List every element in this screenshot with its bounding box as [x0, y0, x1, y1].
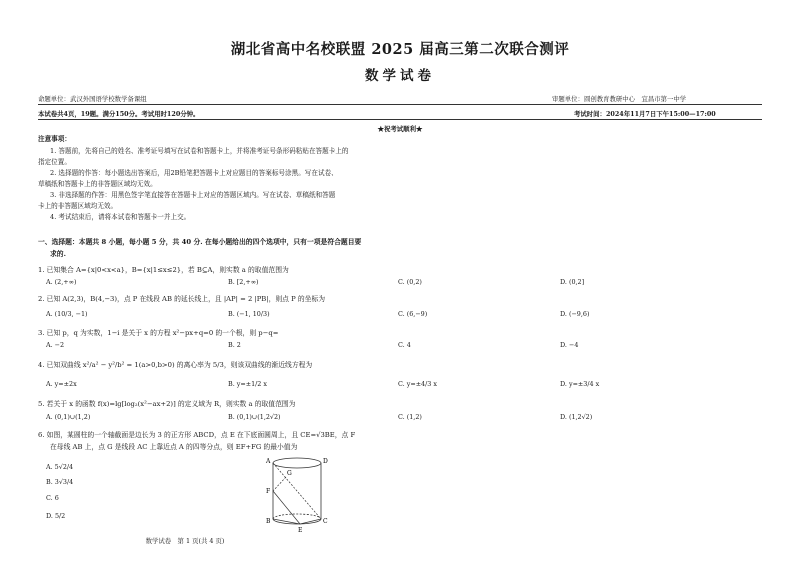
- q2-option-d: D. (−9,6): [560, 310, 590, 318]
- section-heading-cont: 求的.: [50, 250, 66, 258]
- reviewer-text: 审题单位：圆创教育教研中心 宜昌市第一中学: [552, 95, 687, 103]
- q3-option-c: C. 4: [398, 341, 411, 349]
- q1-option-d: D. (0,2]: [560, 278, 585, 286]
- cylinder-figure: [262, 455, 332, 535]
- proposer-text: 命题单位：武汉外国语学校数学备课组: [38, 95, 147, 103]
- notice-item: 4. 考试结束后，请将本试卷和答题卡一并上交。: [50, 213, 191, 221]
- section-heading: 一、选择题：本题共 8 小题，每小题 5 分，共 40 分. 在每小题给出的四个选项中，只有一项是符合题目要: [38, 238, 362, 246]
- q3-option-b: B. 2: [228, 341, 241, 349]
- notice-item: 草稿纸和答题卡上的非答题区域均无效。: [38, 180, 157, 188]
- q1-option-b: B. [2,+∞): [228, 278, 259, 286]
- notice-item: 3. 非选择题的作答：用黑色签字笔直接答在答题卡上对应的答题区域内。写在试卷、草稿纸和答题: [50, 191, 336, 199]
- q4-option-c: C. y=±4/3 x: [398, 380, 437, 388]
- q3-option-d: D. −4: [560, 341, 579, 349]
- q5-option-c: C. (1,2): [398, 413, 422, 421]
- q4-option-a: A. y=±2x: [46, 380, 77, 388]
- label-a: A: [266, 458, 271, 465]
- q2-option-b: B. (−1, 10/3): [228, 310, 270, 318]
- question-3-stem: 3. 已知 p，q 为实数，1−i 是关于 x 的方程 x²−px+q=0 的一个根，则 p−q=: [38, 329, 279, 337]
- exam-subtitle: 数学试卷: [365, 68, 435, 84]
- info-rule: [38, 119, 762, 120]
- q5-option-d: D. (1,2√2): [560, 413, 593, 421]
- q2-option-c: C. (6,−9): [398, 310, 428, 318]
- exam-time: 考试时间：2024年11月7日下午15:00—17:00: [574, 110, 716, 118]
- notice-item: 指定位置。: [38, 158, 71, 166]
- q1-option-a: A. (2,+∞): [46, 278, 77, 286]
- q3-option-a: A. −2: [46, 341, 65, 349]
- q6-option-a: A. 5√2/4: [46, 463, 74, 471]
- label-e: E: [298, 527, 303, 534]
- question-5-stem: 5. 若关于 x 的函数 f(x)=lg[log₂(x²−ax+2)] 的定义域为 R，则实数 a 的取值范围为: [38, 400, 296, 408]
- question-6-stem: 6. 如图，某圆柱的一个轴截面是边长为 3 的正方形 ABCD，点 E 在下底面圆周上，且 CE=√3BE，点 F: [38, 431, 356, 439]
- q5-option-a: A. (0,1)∪(1,2): [46, 413, 91, 421]
- exam-title: 湖北省高中名校联盟 2025 届高三第二次联合测评: [230, 41, 570, 58]
- exam-info: 本试卷共4页，19题。满分150分。考试用时120分钟。: [38, 110, 200, 118]
- label-b: B: [266, 518, 271, 525]
- q4-option-d: D. y=±3/4 x: [560, 380, 600, 388]
- q6-option-b: B. 3√3/4: [46, 478, 74, 486]
- label-d: D: [323, 458, 328, 465]
- header-rule: [38, 104, 762, 105]
- question-1-stem: 1. 已知集合 A={x|0<x<a}，B={x|1≤x≤2}，若 B⊆A，则实数 a 的取值范围为: [38, 266, 289, 274]
- question-4-stem: 4. 已知双曲线 x²/a² − y²/b² = 1(a>0,b>0) 的离心率为 5/3，则该双曲线的渐近线方程为: [38, 361, 313, 369]
- q1-option-c: C. (0,2): [398, 278, 422, 286]
- page-footer: 数学试卷 第 1 页(共 4 页): [145, 537, 225, 545]
- q6-option-d: D. 5/2: [46, 512, 66, 520]
- question-2-stem: 2. 已知 A(2,3)，B(4,−3)，点 P 在线段 AB 的延长线上，且 |AP| = 2 |PB|，则点 P 的坐标为: [38, 295, 326, 303]
- label-g: G: [287, 470, 292, 477]
- label-c: C: [323, 518, 328, 525]
- notice-heading: 注意事项：: [38, 135, 71, 143]
- q4-option-b: B. y=±1/2 x: [228, 380, 267, 388]
- notice-item: 2. 选择题的作答：每小题选出答案后，用2B铅笔把答题卡上对应题目的答案标号涂黑。写在试卷、: [50, 169, 338, 177]
- notice-item: 卡上的非答题区域均无效。: [38, 202, 118, 210]
- label-f: F: [266, 488, 271, 495]
- notice-item: 1. 答题前，先将自己的姓名、准考证号填写在试卷和答题卡上，并将准考证号条形码粘贴在答题卡上的: [50, 147, 349, 155]
- question-6-stem-cont: 在母线 AB 上，点 G 是线段 AC 上靠近点 A 的四等分点，则 EF+FG 的最小值为: [50, 443, 298, 451]
- q6-option-c: C. 6: [46, 494, 59, 502]
- good-luck-text: ★祝考试顺利★: [377, 125, 423, 133]
- q5-option-b: B. (0,1)∪(1,2√2): [228, 413, 281, 421]
- q2-option-a: A. (10/3, −1): [46, 310, 88, 318]
